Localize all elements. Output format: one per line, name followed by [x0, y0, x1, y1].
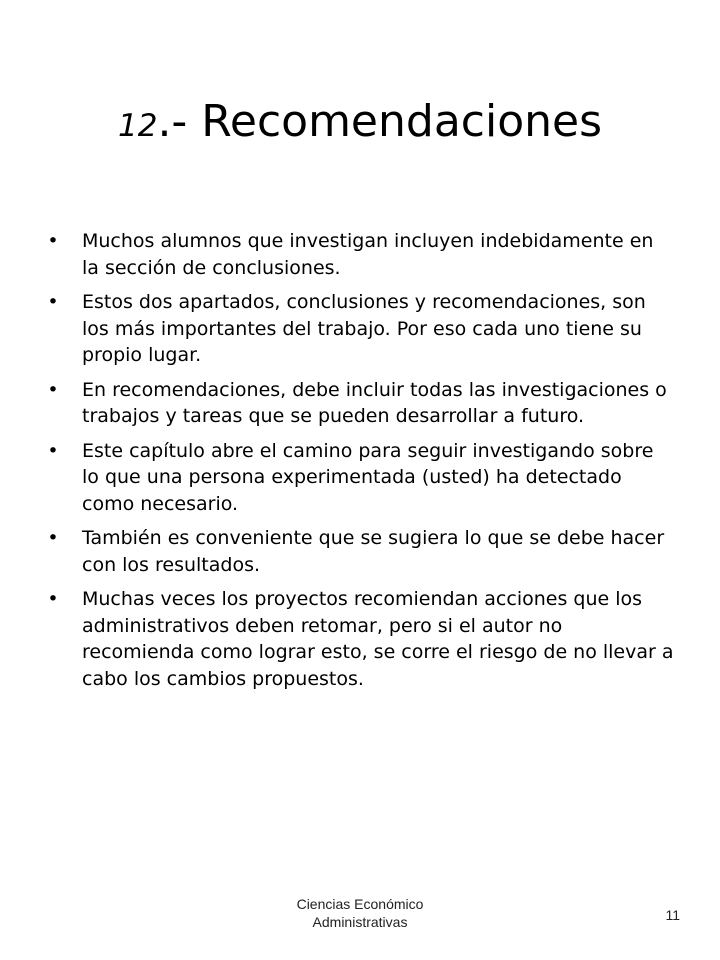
bullet-item [46, 289, 676, 369]
bullet-text: Muchos alumnos que investigan incluyen indebidamente en la sección de conclusiones. [82, 230, 654, 279]
bullet-dot-icon: • [47, 230, 59, 252]
bullet-dot-icon: • [47, 588, 59, 610]
bullet-dot-icon: • [47, 291, 59, 313]
slide-title [0, 92, 720, 156]
bullet-dot-icon: • [47, 527, 59, 549]
bullet-item [46, 525, 676, 578]
title-number: 12 [117, 108, 158, 144]
footer-line-1: Ciencias Económico [296, 896, 424, 912]
bullet-text: También es conveniente que se sugiera lo que se debe hacer con los resultados. [82, 527, 665, 576]
bullet-text: Este capítulo abre el camino para seguir investigando sobre lo que una persona experimentada (usted) ha detectado como necesario. [82, 439, 654, 515]
bullet-item [46, 586, 676, 692]
footer-department [260, 895, 460, 931]
bullet-text: Estos dos apartados, conclusiones y recomendaciones, son los más importantes del trabajo. Por eso cada uno tiene su propio lugar. [82, 291, 646, 366]
bullet-text: En recomendaciones, debe incluir todas las investigaciones o trabajos y tareas que se pueden desarrollar a futuro. [82, 378, 667, 427]
title-text: .- Recomendaciones [157, 96, 602, 147]
bullet-text: Muchas veces los proyectos recomiendan acciones que los administrativos deben retomar, pero si el autor no recomienda como lograr esto, se corre el riesgo de no llevar a cabo los cambios propuestos. [82, 588, 674, 690]
bullet-item [46, 438, 676, 518]
bullet-item [46, 228, 676, 281]
footer-line-2: Administrativas [312, 914, 408, 930]
page-number: 11 [665, 907, 680, 923]
bullet-dot-icon: • [47, 378, 59, 401]
bullet-item [46, 377, 676, 430]
bullet-list [46, 228, 676, 700]
bullet-dot-icon: • [47, 439, 59, 462]
